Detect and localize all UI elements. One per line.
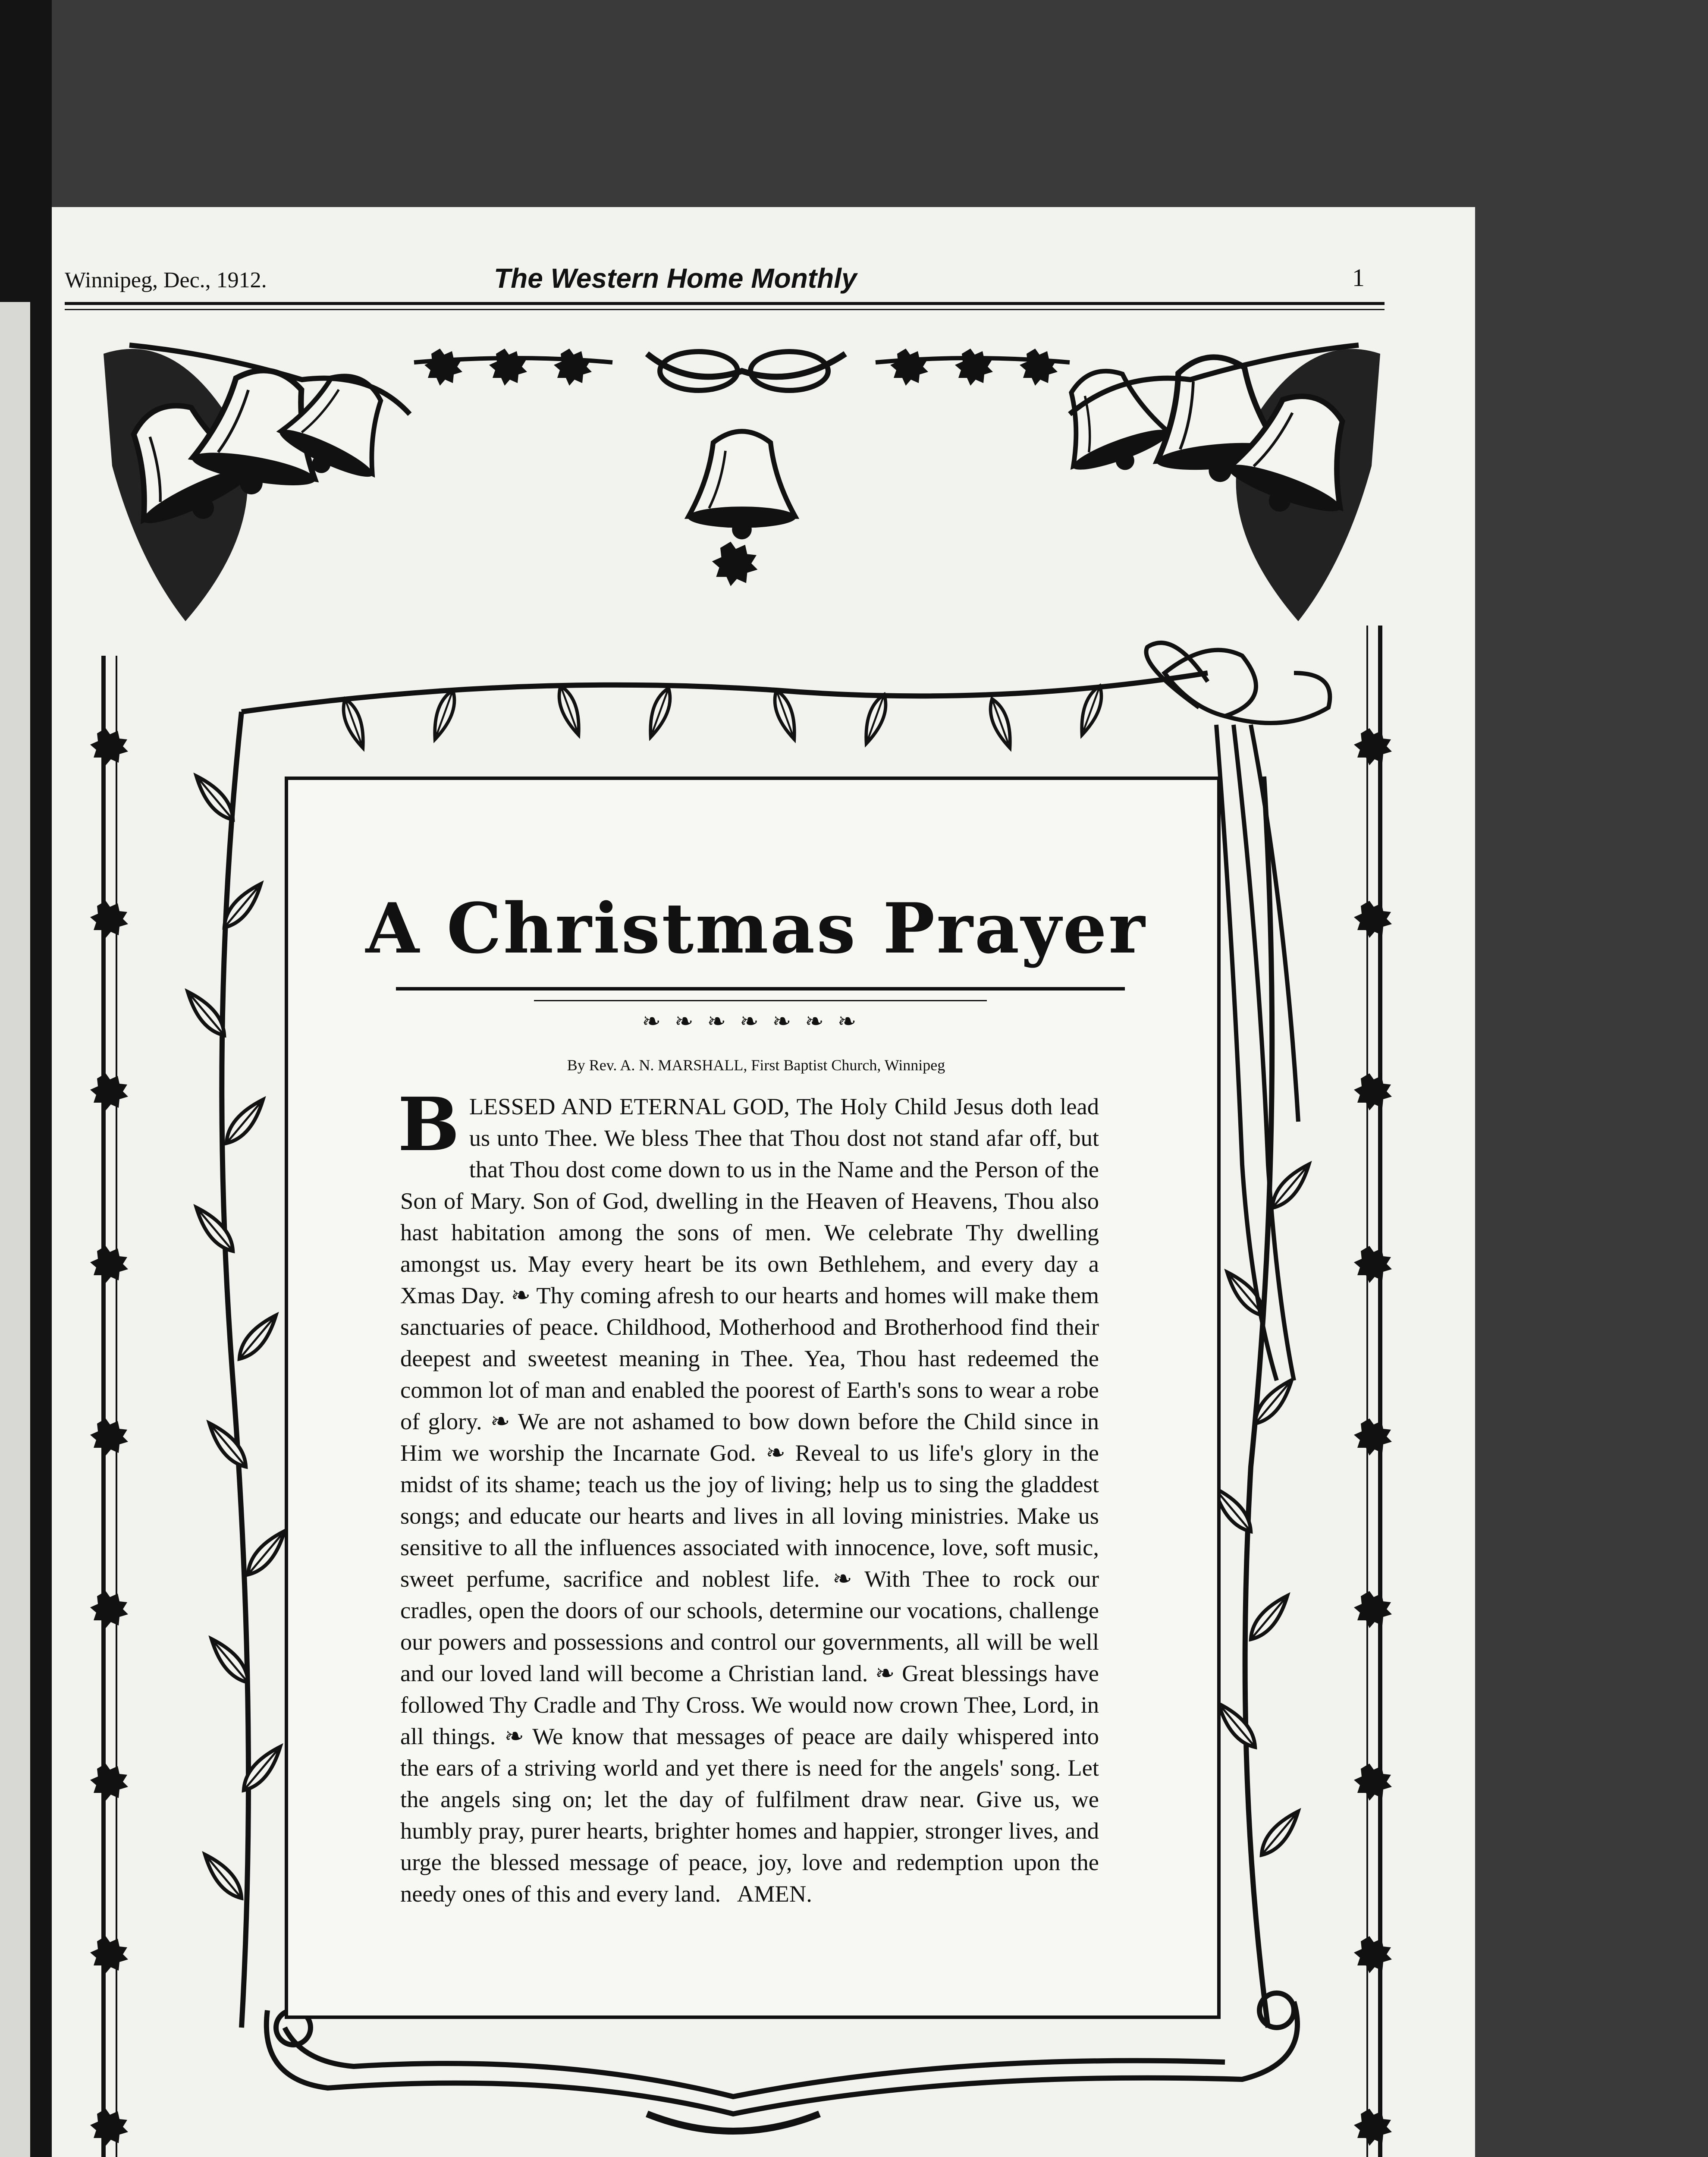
prayer-body — [398, 1082, 1099, 1909]
title-rule — [396, 987, 1125, 990]
prayer-panel — [285, 777, 1221, 2019]
bells-with-holly-icon-left — [103, 345, 410, 621]
drop-cap: B — [398, 1082, 460, 1168]
bell-with-bow-icon-center — [647, 352, 845, 586]
article-title: A Christmas Prayer — [365, 888, 1147, 969]
closing-amen: AMEN. — [737, 1880, 812, 1907]
holly-garland-top — [414, 349, 1070, 386]
leaf-ornament-row: ❧❧❧❧❧❧❧ — [642, 1009, 870, 1034]
header-date: Winnipeg, Dec., 1912. — [65, 268, 267, 292]
title-rule-thin — [534, 1000, 987, 1001]
bells-with-holly-icon-right — [1045, 345, 1380, 621]
byline: By Rev. A. N. MARSHALL, First Baptist Church, Winnipeg — [567, 1056, 945, 1074]
page-number: 1 — [1352, 264, 1365, 292]
prayer-text: LESSED AND ETERNAL GOD, The Holy Child Jesus doth lead us unto Thee. We bless Thee that Thou dost not stand afar off, but that Thou dost come down to us in the Name and the Person of the Son of Mary. Son of God, dwelling in the Heaven of Heavens, Thou also hast habitation among the sons of men. We celebrate Thy dwelling amongst us. May every heart be its own Bethlehem, and every day a Xmas Day. ❧ Thy coming afresh to our hearts and homes will make them sanctuaries of peace. Childhood, Motherhood and Brotherhood find their deepest and sweetest meaning in Thee. Yea, Thou hast redeemed the common lot of man and enabled the poorest of Earth's sons to wear a robe of glory. ❧ We are not ashamed to bow down before the Child since in Him we worship the Incarnate God. ❧ Reveal to us life's glory in the midst of its shame; teach us the joy of living; help us to sing the gladdest songs; and educate our hearts and lives in all loving ministries. Make us sensitive to all the influences associated with innocence, love, soft music, sweet perfume, sacrifice and noblest life. ❧ With Thee to rock our cradles, open the doors of our schools, determine our vocations, challenge our powers and possessions and control our governments, all will be well and our loved land will become a Christian land. ❧ Great blessings have followed Thy Cradle and Thy Cross. We would now crown Thee, Lord, in all things. ❧ We know that messages of peace are daily whispered into the ears of a striving world and yet there is need for the angels' song. Let the angels sing on; let the day of fulfilment draw near. Give us, we humbly pray, purer hearts, brighter homes and happier, stronger lives, and urge the blessed message of peace, joy, love and redemption upon the needy ones of this and every land. — [400, 1093, 1099, 1907]
header-magazine-title: The Western Home Monthly — [494, 263, 857, 294]
